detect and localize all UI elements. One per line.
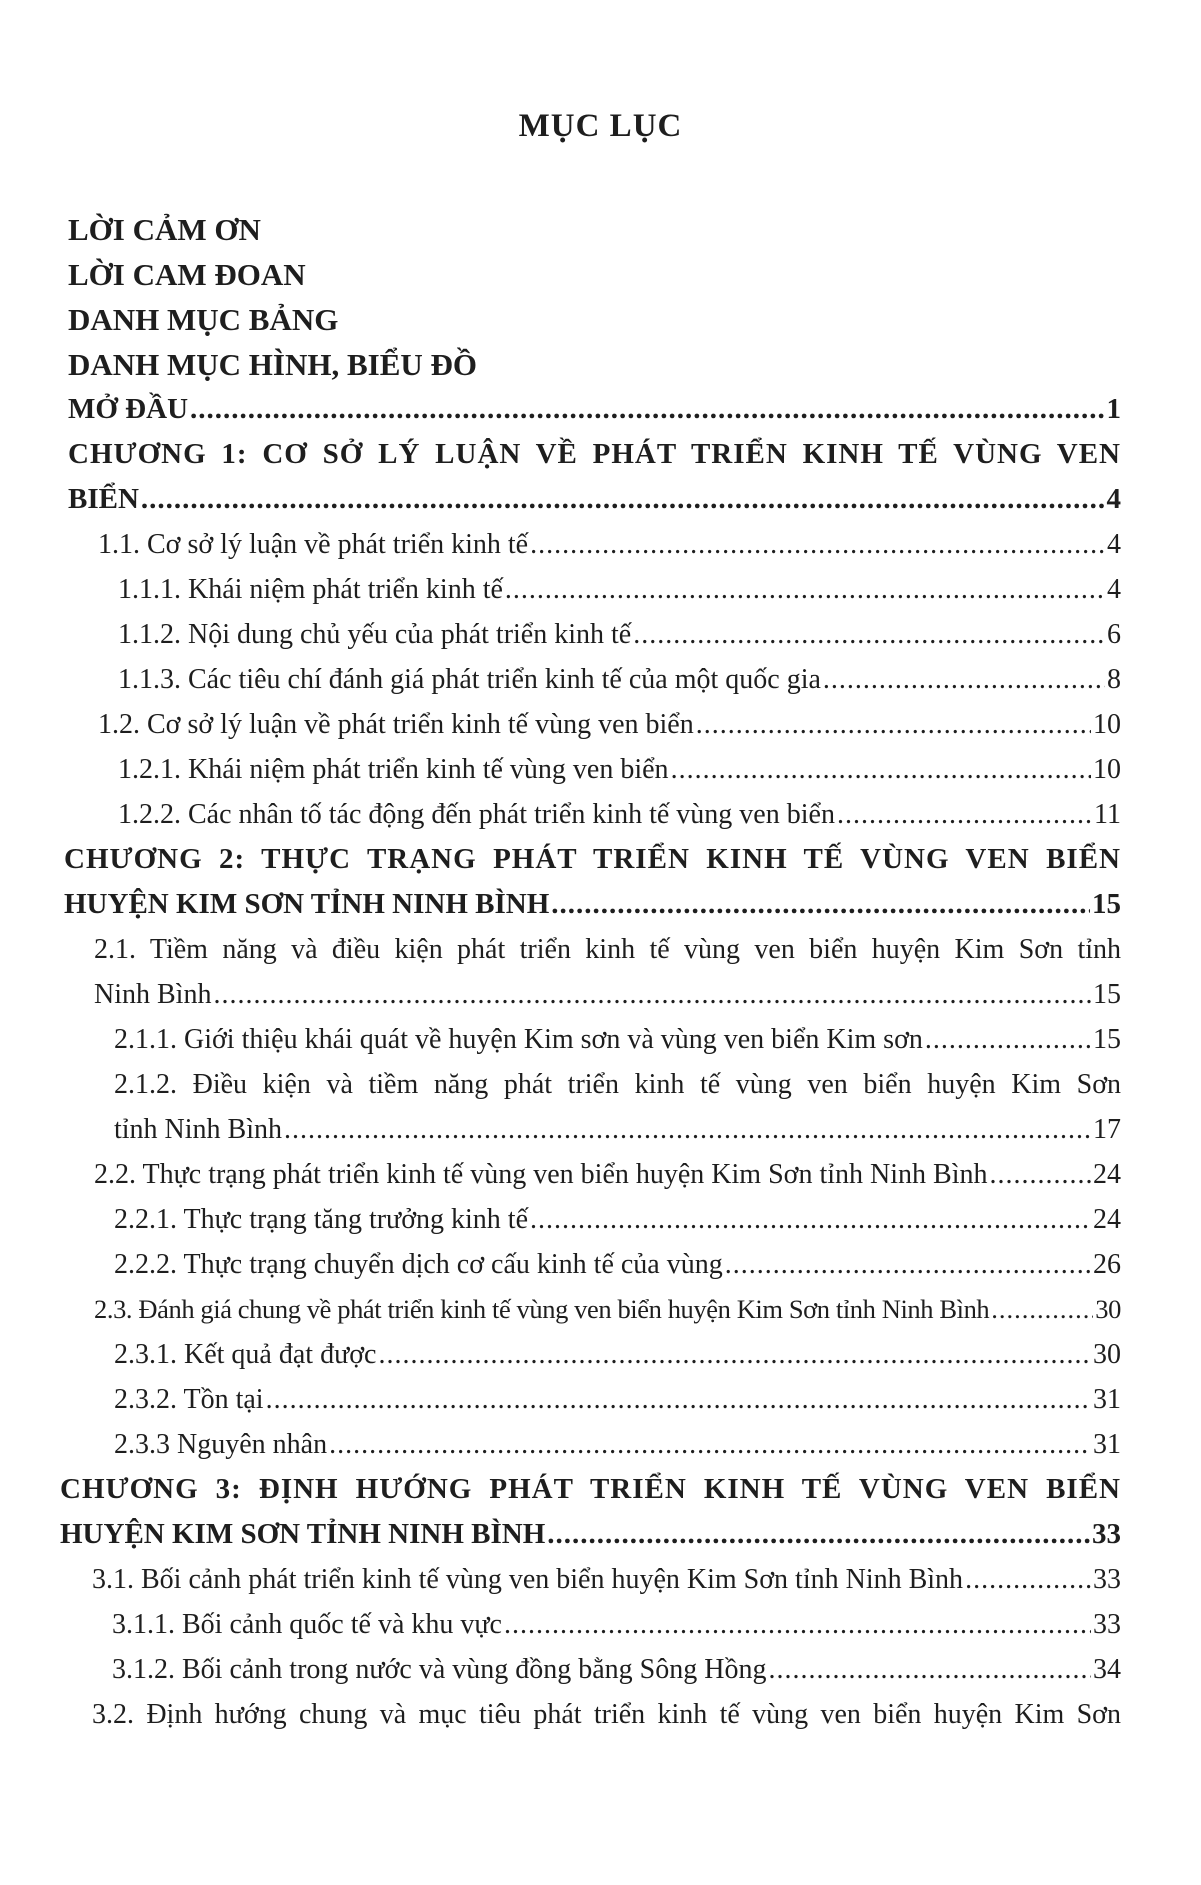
toc-entry-page: 30: [1093, 1339, 1121, 1370]
leader-dots: [551, 882, 1090, 927]
toc-entry-label: 2.3.2. Tồn tại: [114, 1384, 264, 1415]
toc-entry-2-1-1: [114, 1017, 1121, 1062]
toc-entry-page: 26: [1093, 1249, 1121, 1280]
leader-dots: [141, 477, 1105, 522]
toc-entry-page: 24: [1093, 1204, 1121, 1235]
toc-entry-3-2-line-1: [92, 1692, 1121, 1737]
toc-entry-page: 4: [1106, 483, 1121, 515]
leader-dots: [329, 1422, 1091, 1467]
toc-entry-2-1-2-line-2: [114, 1107, 1121, 1152]
toc-entry-page: 30: [1095, 1294, 1121, 1324]
front-matter-table-list: DANH MỤC BẢNG: [68, 302, 339, 337]
toc-entry-label: 3.1.2. Bối cảnh trong nước và vùng đồng bằng Sông Hồng: [112, 1654, 767, 1685]
toc-entry-label: CHƯƠNG 1: CƠ SỞ LÝ LUẬN VỀ PHÁT TRIỂN KINH TẾ VÙNG VEN: [68, 438, 1121, 470]
leader-dots: [989, 1152, 1091, 1197]
toc-entry-page: 24: [1093, 1159, 1121, 1190]
toc-entry-page: 31: [1093, 1429, 1121, 1460]
leader-dots: [190, 387, 1104, 432]
toc-chapter-2-line-1: [64, 837, 1121, 882]
toc-entry-2-2-1: [114, 1197, 1121, 1242]
toc-entry-2-3-1: [114, 1332, 1121, 1377]
toc-entry-page: 31: [1093, 1384, 1121, 1415]
toc-entry-2-3-3: [114, 1422, 1121, 1467]
toc-entry-label: 1.1.1. Khái niệm phát triển kinh tế: [118, 574, 503, 605]
toc-entry-label: 2.3.1. Kết quả đạt được: [114, 1339, 377, 1370]
toc-chapter-2-line-2: [64, 882, 1121, 927]
leader-dots: [671, 747, 1091, 792]
toc-entry-1-1-3: [118, 657, 1121, 702]
toc-entry-2-1-line-2: [94, 972, 1121, 1017]
toc-entry-label: 3.1. Bối cảnh phát triển kinh tế vùng ven biển huyện Kim Sơn tỉnh Ninh Bình: [92, 1564, 964, 1595]
toc-entry-1-2-1: [118, 747, 1121, 792]
toc-chapter-1-line-2: [68, 477, 1121, 522]
toc-entry-2-3: [94, 1287, 1121, 1332]
leader-dots: [530, 1197, 1091, 1242]
toc-entry-page: 34: [1093, 1654, 1121, 1685]
toc-entry-label: 3.2. Định hướng chung và mục tiêu phát triển kinh tế vùng ven biển huyện Kim Sơn: [92, 1699, 1121, 1730]
toc-entry-label: 1.1. Cơ sở lý luận về phát triển kinh tế: [98, 529, 529, 560]
leader-dots: [547, 1512, 1090, 1557]
toc-entry-label: HUYỆN KIM SƠN TỈNH NINH BÌNH: [60, 1518, 546, 1550]
toc-entry-page: 33: [1093, 1609, 1121, 1640]
toc-entry-2-2-2: [114, 1242, 1121, 1287]
toc-entry-page: 33: [1093, 1564, 1121, 1595]
toc-entry-1-1: [98, 522, 1121, 567]
toc-entry-page: 15: [1093, 979, 1121, 1010]
toc-entry-label: HUYỆN KIM SƠN TỈNH NINH BÌNH: [64, 888, 550, 920]
leader-dots: [725, 1242, 1091, 1287]
leader-dots: [633, 612, 1105, 657]
toc-entry-2-2: [94, 1152, 1121, 1197]
toc-entry-page: 15: [1092, 888, 1121, 920]
toc-entry-page: 1: [1106, 393, 1121, 425]
toc-entry-label: 1.2.1. Khái niệm phát triển kinh tế vùng ven biển: [118, 754, 669, 785]
toc-entry-label: 1.2. Cơ sở lý luận về phát triển kinh tế vùng ven biển: [98, 709, 694, 740]
toc-entry-introduction: [68, 387, 1121, 432]
toc-entry-page: 4: [1107, 529, 1121, 560]
leader-dots: [213, 972, 1091, 1017]
toc-entry-page: 4: [1107, 574, 1121, 605]
toc-entry-label: 2.2.2. Thực trạng chuyển dịch cơ cấu kinh tế của vùng: [114, 1249, 723, 1280]
toc-entry-page: 6: [1107, 619, 1121, 650]
toc-entry-label: 2.3. Đánh giá chung về phát triển kinh tế vùng ven biển huyện Kim Sơn tỉnh Ninh Bình: [94, 1294, 990, 1324]
toc-entry-2-1-2-line-1: [114, 1062, 1121, 1107]
toc-chapter-3-line-2: [60, 1512, 1121, 1557]
toc-entry-label: 2.1. Tiềm năng và điều kiện phát triển kinh tế vùng ven biển huyện Kim Sơn tỉnh: [94, 934, 1121, 965]
leader-dots: [505, 567, 1105, 612]
toc-entry-label: 3.1.1. Bối cảnh quốc tế và khu vực: [112, 1609, 502, 1640]
toc-entry-label: 1.1.2. Nội dung chủ yếu của phát triển kinh tế: [118, 619, 632, 650]
leader-dots: [837, 792, 1092, 837]
toc-entry-page: 17: [1093, 1114, 1121, 1145]
toc-entry-3-1: [92, 1557, 1121, 1602]
toc-entry-label: Ninh Bình: [94, 979, 212, 1010]
leader-dots: [378, 1332, 1091, 1377]
toc-entry-1-1-1: [118, 567, 1121, 612]
leader-dots: [965, 1557, 1091, 1602]
leader-dots: [991, 1287, 1093, 1332]
leader-dots: [266, 1377, 1091, 1422]
leader-dots: [530, 522, 1105, 567]
toc-entry-page: 15: [1093, 1024, 1121, 1055]
toc-entry-page: 10: [1093, 709, 1121, 740]
toc-title: MỤC LỤC: [518, 108, 683, 144]
toc-entry-label: 2.3.3 Nguyên nhân: [114, 1429, 328, 1460]
toc-chapter-1-line-1: [68, 432, 1121, 477]
front-matter-acknowledgements: LỜI CẢM ƠN: [68, 212, 261, 247]
toc-entry-page: 11: [1094, 799, 1121, 830]
toc-entry-1-1-2: [118, 612, 1121, 657]
toc-entry-label: CHƯƠNG 3: ĐỊNH HƯỚNG PHÁT TRIỂN KINH TẾ VÙNG VEN BIỂN: [60, 1473, 1121, 1505]
leader-dots: [823, 657, 1105, 702]
leader-dots: [925, 1017, 1091, 1062]
toc-entry-1-2-2: [118, 792, 1121, 837]
toc-entry-label: BIỂN: [68, 483, 139, 515]
toc-entry-label: CHƯƠNG 2: THỰC TRẠNG PHÁT TRIỂN KINH TẾ VÙNG VEN BIỂN: [64, 843, 1121, 875]
toc-entry-label: 2.2.1. Thực trạng tăng trưởng kinh tế: [114, 1204, 529, 1235]
toc-entry-label: 2.1.1. Giới thiệu khái quát về huyện Kim sơn và vùng ven biển Kim sơn: [114, 1024, 923, 1055]
toc-entry-page: 33: [1092, 1518, 1121, 1550]
toc-entry-label: MỞ ĐẦU: [68, 393, 189, 425]
leader-dots: [504, 1602, 1091, 1647]
leader-dots: [768, 1647, 1091, 1692]
toc-entry-3-1-2: [112, 1647, 1121, 1692]
toc-entry-1-2: [98, 702, 1121, 747]
front-matter-figure-list: DANH MỤC HÌNH, BIỂU ĐỒ: [68, 347, 478, 382]
front-matter-declaration: LỜI CAM ĐOAN: [68, 257, 306, 292]
toc-entry-label: 1.1.3. Các tiêu chí đánh giá phát triển kinh tế của một quốc gia: [118, 664, 821, 695]
toc-entry-label: 2.1.2. Điều kiện và tiềm năng phát triển kinh tế vùng ven biển huyện Kim Sơn: [114, 1069, 1121, 1100]
toc-chapter-3-line-1: [60, 1467, 1121, 1512]
toc-entry-label: 2.2. Thực trạng phát triển kinh tế vùng ven biển huyện Kim Sơn tỉnh Ninh Bình: [94, 1159, 988, 1190]
toc-entry-3-1-1: [112, 1602, 1121, 1647]
leader-dots: [284, 1107, 1091, 1152]
toc-entry-2-3-2: [114, 1377, 1121, 1422]
leader-dots: [696, 702, 1091, 747]
toc-entry-page: 8: [1107, 664, 1121, 695]
toc-entry-page: 10: [1093, 754, 1121, 785]
toc-entry-label: 1.2.2. Các nhân tố tác động đến phát triển kinh tế vùng ven biển: [118, 799, 835, 830]
toc-entry-label: tỉnh Ninh Bình: [114, 1114, 283, 1145]
toc-entry-2-1-line-1: [94, 927, 1121, 972]
